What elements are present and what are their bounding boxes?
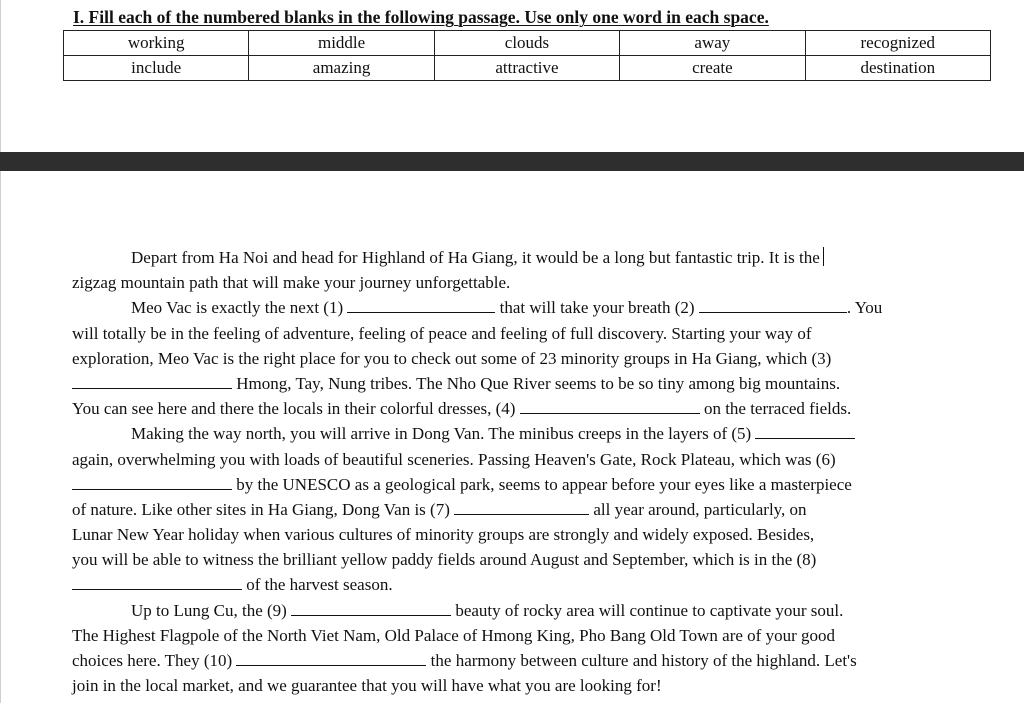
- passage-text: by the UNESCO as a geological park, seems to appear before your eyes like a masterpiece: [236, 474, 852, 494]
- passage-text: the harmony between culture and history of the highland. Let's: [430, 651, 857, 670]
- passage-text: Lunar New Year holiday when various cultures of minority groups are strongly and widely exposed. Besides,: [72, 525, 815, 545]
- reading-passage[interactable]: [72, 245, 984, 698]
- blank-3[interactable]: [72, 372, 232, 389]
- blank-10[interactable]: [236, 649, 426, 666]
- passage-text: choices here. They (10): [72, 651, 233, 670]
- passage-text: You can see here and there the locals in their colorful dresses, (4): [72, 399, 516, 419]
- word-bank-cell: away: [620, 31, 805, 56]
- passage-text: beauty of rocky area will continue to captivate your soul.: [455, 600, 844, 620]
- passage-line: [72, 497, 984, 522]
- blank-1[interactable]: [347, 296, 495, 313]
- passage-text: Depart from Ha Noi and head for Highland of Ha Giang, it would be a long but fantastic trip. It is the: [131, 248, 820, 267]
- passage-text: exploration, Meo Vac is the right place for you to check out some of 23 minority groups in Ha Giang, which (3): [72, 348, 832, 368]
- passage-line: [72, 447, 984, 472]
- passage-line: [72, 270, 984, 295]
- passage-line: [72, 648, 984, 673]
- passage-line: [72, 522, 984, 547]
- worksheet-page-top: [0, 0, 1024, 152]
- blank-8[interactable]: [72, 573, 242, 590]
- passage-text: join in the local market, and we guarantee that you will have what you are looking for!: [72, 676, 662, 696]
- passage-line: [72, 547, 984, 572]
- passage-line: [72, 295, 984, 320]
- passage-line: [72, 673, 984, 698]
- word-bank-cell: recognized: [805, 31, 990, 56]
- word-bank-row: [64, 31, 991, 56]
- passage-text: The Highest Flagpole of the North Viet Nam, Old Palace of Hmong King, Pho Bang Old Town are of your good: [72, 625, 835, 645]
- blank-9[interactable]: [291, 599, 451, 616]
- passage-line: [72, 421, 984, 446]
- passage-text: that will take your breath (2): [499, 298, 695, 318]
- passage-line: [72, 396, 984, 421]
- passage-line: [72, 371, 984, 396]
- blank-7[interactable]: [454, 498, 589, 515]
- passage-text: all year around, particularly, on: [593, 499, 807, 519]
- passage-text: . You: [846, 298, 883, 318]
- blank-5[interactable]: [755, 422, 855, 439]
- word-bank-table: [63, 30, 991, 81]
- passage-line: [72, 572, 984, 597]
- passage-line: [72, 598, 984, 623]
- blank-4[interactable]: [520, 397, 700, 414]
- passage-text: Hmong, Tay, Nung tribes. The Nho Que River seems to be so tiny among big mountains.: [236, 373, 841, 393]
- passage-text: zigzag mountain path that will make your journey unforgettable.: [72, 273, 511, 293]
- word-bank-cell: middle: [249, 31, 434, 56]
- word-bank-cell: create: [620, 56, 805, 81]
- passage-text: Meo Vac is exactly the next (1): [131, 298, 344, 318]
- exercise-instruction: I. Fill each of the numbered blanks in the following passage. Use only one word in each space.: [73, 7, 769, 27]
- passage-line: [72, 623, 984, 648]
- passage-text: will totally be in the feeling of adventure, feeling of peace and feeling of full discovery. Starting your way of: [72, 323, 812, 343]
- passage-line: [72, 321, 984, 346]
- word-bank-cell: destination: [805, 56, 990, 81]
- word-bank-cell: working: [64, 31, 249, 56]
- passage-text: again, overwhelming you with loads of beautiful sceneries. Passing Heaven's Gate, Rock Plateau, which was (6): [72, 449, 836, 469]
- word-bank-cell: clouds: [434, 31, 619, 56]
- word-bank-cell: include: [64, 56, 249, 81]
- page-break-separator: [0, 152, 1024, 171]
- passage-text: Making the way north, you will arrive in Dong Van. The minibus creeps in the layers of (5): [131, 424, 752, 444]
- passage-text: you will be able to witness the brilliant yellow paddy fields around August and September, which is in the (8): [72, 550, 817, 570]
- blank-2[interactable]: [699, 296, 847, 313]
- passage-text: of the harvest season.: [246, 575, 393, 595]
- passage-line: [72, 346, 984, 371]
- passage-text: of nature. Like other sites in Ha Giang, Dong Van is (7): [72, 499, 450, 519]
- word-bank-cell: amazing: [249, 56, 434, 81]
- blank-6[interactable]: [72, 473, 232, 490]
- passage-text: Up to Lung Cu, the (9): [131, 600, 287, 620]
- word-bank-cell: attractive: [434, 56, 619, 81]
- word-bank-row: [64, 56, 991, 81]
- passage-line: [72, 472, 984, 497]
- passage-line: [72, 245, 984, 270]
- passage-text: on the terraced fields.: [703, 399, 852, 419]
- text-cursor: [823, 247, 824, 266]
